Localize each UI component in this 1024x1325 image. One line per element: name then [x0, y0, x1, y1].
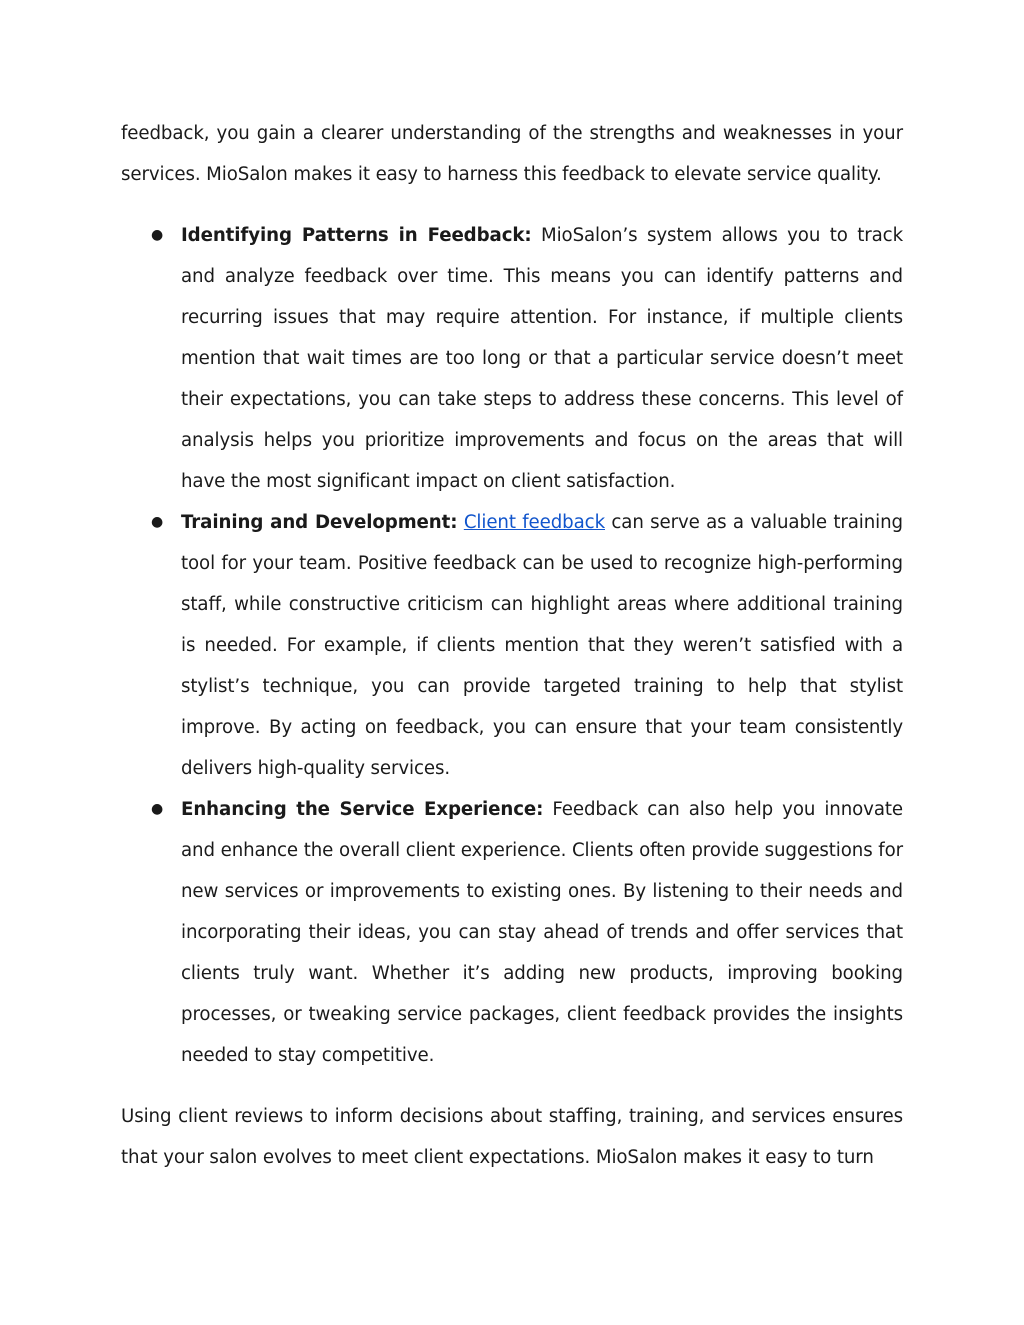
item-heading: Identifying Patterns in Feedback: [181, 225, 532, 246]
item-heading: Training and Development: [181, 512, 458, 533]
item-heading: Enhancing the Service Experience: [181, 799, 544, 820]
item-body: MioSalon’s system allows you to track and analyze feedback over time. This means you can identify patterns and recurring issues that may require attention. For instance, if multiple clients mention that wait times are too long or that a particular service doesn’t meet their expectations, you can take steps to address these concerns. This level of analysis helps you prioritize improvements and focus on the areas that will have the most significant impact on client satisfaction. [181, 225, 903, 492]
closing-paragraph: Using client reviews to inform decisions about staffing, training, and services ensures that your salon evolves to meet client expectations. MioSalon makes it easy to turn [121, 1106, 903, 1168]
list-item [121, 215, 903, 502]
item-body: can serve as a valuable training tool for your team. Positive feedback can be used to recognize high-performing staff, while constructive criticism can highlight areas where additional training is needed. For example, if clients mention that they weren’t satisfied with a stylist’s technique, you can provide targeted training to help that stylist improve. By acting on feedback, you can ensure that your team consistently delivers high-quality services. [181, 512, 904, 779]
item-body: Feedback can also help you innovate and enhance the overall client experience. Clients often provide suggestions for new services or improvements to existing ones. By listening to their needs and incorporating their ideas, you can stay ahead of trends and offer services that clients truly want. Whether it’s adding new products, improving booking processes, or tweaking service packages, client feedback provides the insights needed to stay competitive. [181, 799, 903, 1066]
list-item [121, 502, 903, 789]
bullet-icon: ● [151, 227, 164, 243]
bullet-icon: ● [151, 801, 164, 817]
bullet-icon: ● [151, 514, 164, 530]
list-item [121, 789, 903, 1076]
client-feedback-link[interactable]: Client feedback [463, 512, 605, 533]
document-page [121, 113, 903, 1178]
intro-paragraph: feedback, you gain a clearer understanding of the strengths and weaknesses in your services. MioSalon makes it easy to harness this feedback to elevate service quality. [121, 123, 903, 185]
feedback-uses-list [121, 215, 903, 1076]
